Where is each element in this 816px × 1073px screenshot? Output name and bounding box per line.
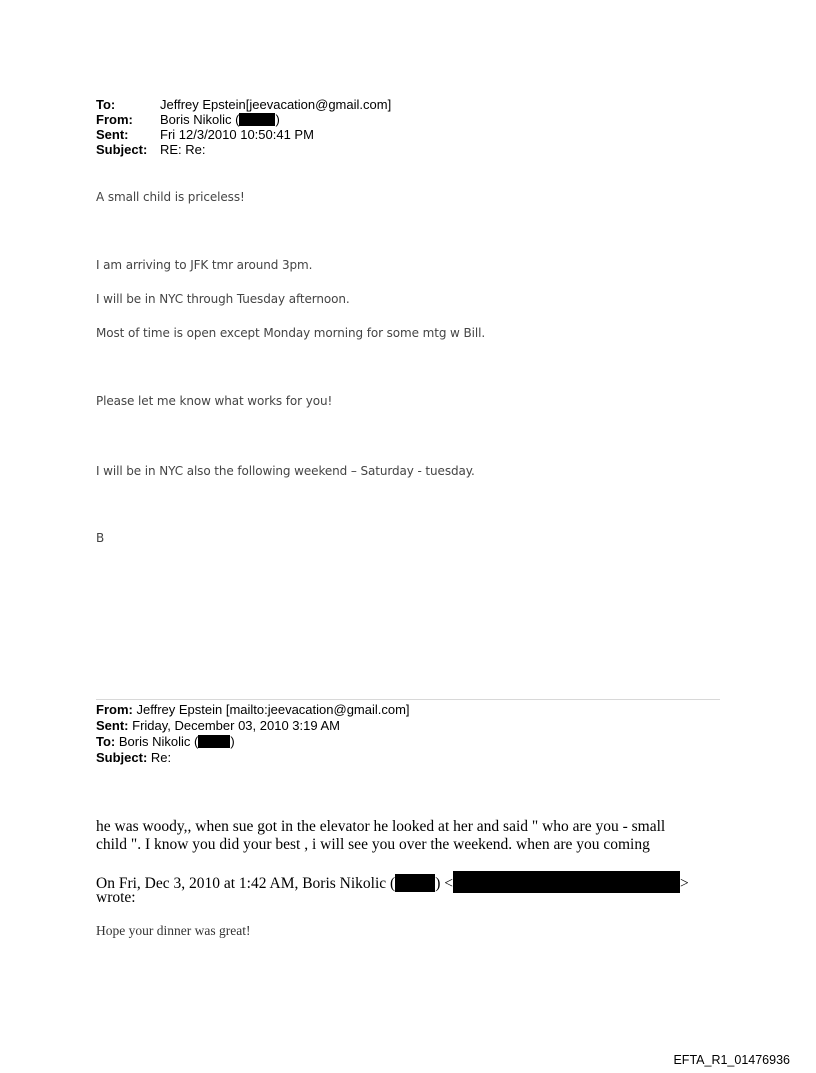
sent-label: Sent: (96, 127, 129, 142)
from-name: Boris Nikolic ( (160, 112, 240, 127)
quoted-sent-value: Friday, December 03, 2010 3:19 AM (132, 718, 340, 733)
quoted-to-close: ) (230, 734, 235, 749)
reply-line-2: child ". I know you did your best , i will see you over the weekend. when are you coming (96, 836, 650, 853)
to-label: To: (96, 97, 116, 112)
quoted-to (96, 734, 235, 749)
quoted-message: Hope your dinner was great! (96, 923, 251, 938)
attribution-suffix: > (680, 875, 689, 892)
redaction-block (239, 113, 275, 126)
redaction-block (198, 735, 230, 748)
to-value: Jeffrey Epstein[jeevacation@gmail.com] (160, 97, 392, 112)
attribution-line (96, 871, 689, 893)
quoted-from-label: From: (96, 702, 133, 717)
from-close: ) (275, 112, 280, 127)
quoted-sent-label: Sent: (96, 718, 129, 733)
body-line-1: A small child is priceless! (96, 190, 245, 204)
quoted-from (96, 702, 410, 717)
quoted-subject-label: Subject: (96, 750, 148, 765)
from-label: From: (96, 112, 133, 127)
redaction-block (395, 874, 435, 892)
from-value (160, 112, 280, 127)
attribution-wrote: wrote: (96, 889, 136, 906)
quoted-to-name: Boris Nikolic ( (118, 734, 199, 749)
quoted-subject (96, 750, 171, 765)
quoted-subject-value: Re: (150, 750, 172, 765)
reply-line-1: he was woody,, when sue got in the elevator he looked at her and said " who are you - small (96, 818, 666, 835)
body-line-3: I will be in NYC through Tuesday afternoon. (96, 292, 350, 306)
sent-value: Fri 12/3/2010 10:50:41 PM (160, 127, 314, 142)
quoted-sent (96, 718, 340, 733)
body-line-4: Most of time is open except Monday morning for some mtg w Bill. (96, 326, 486, 340)
redaction-block (453, 871, 680, 893)
subject-value: RE: Re: (160, 142, 206, 157)
signature: B (96, 531, 105, 545)
quoted-from-value: Jeffrey Epstein [mailto:jeevacation@gmail.com] (136, 702, 410, 717)
document-id: EFTA_R1_01476936 (673, 1053, 790, 1067)
quoted-to-label: To: (96, 734, 116, 749)
body-line-2: I am arriving to JFK tmr around 3pm. (96, 258, 313, 272)
subject-label: Subject: (96, 142, 148, 157)
quote-divider (96, 699, 720, 700)
attribution-mid: ) < (435, 875, 453, 892)
body-line-5: Please let me know what works for you! (96, 394, 333, 408)
body-line-6: I will be in NYC also the following weekend – Saturday - tuesday. (96, 464, 475, 478)
attribution-prefix: On Fri, Dec 3, 2010 at 1:42 AM, Boris Nikolic ( (96, 875, 396, 892)
